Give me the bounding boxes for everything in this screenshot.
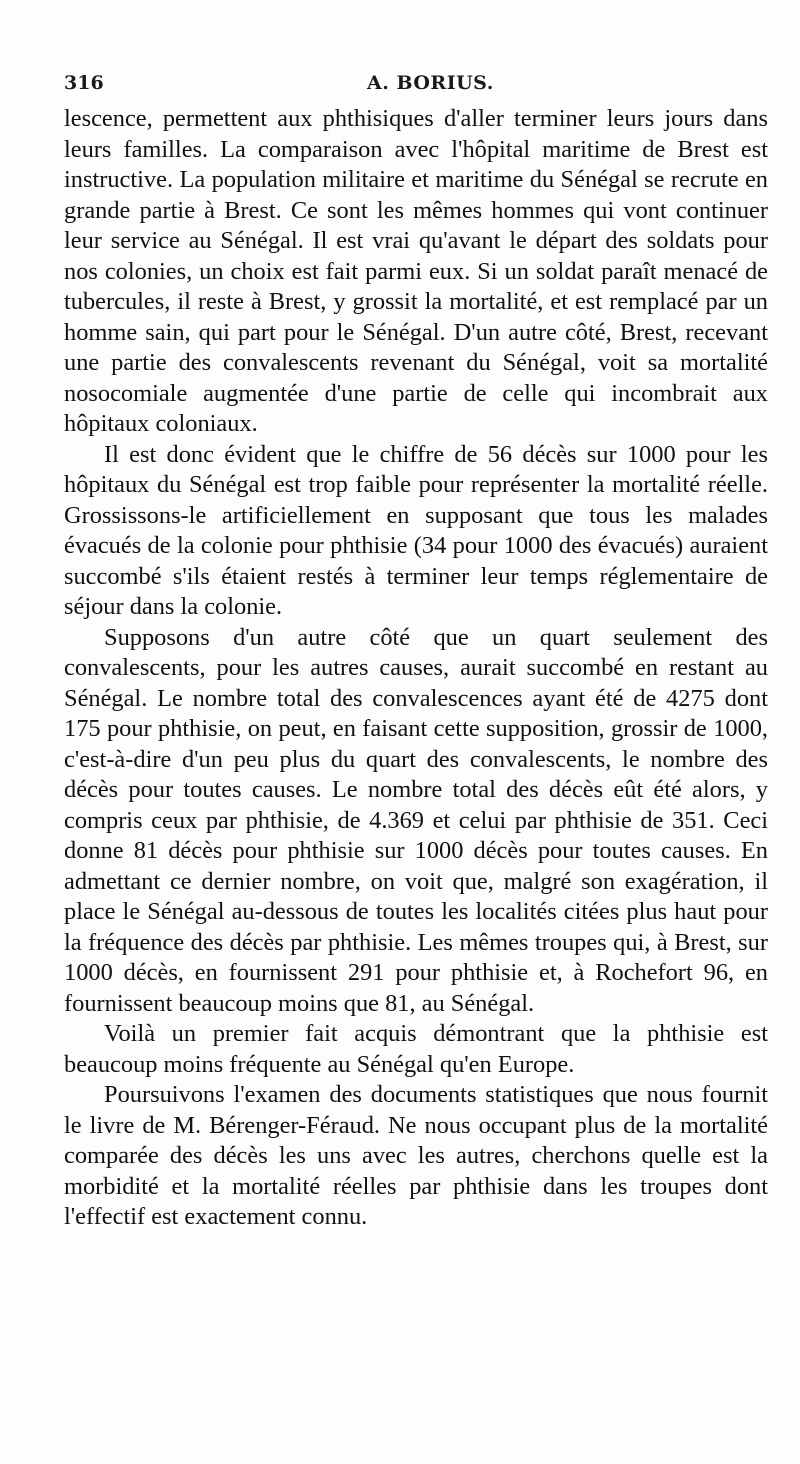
running-head: A. BORIUS. — [367, 72, 494, 94]
body-text — [64, 104, 768, 1233]
paragraph: Il est donc évident que le chiffre de 56 décès sur 1000 pour les hôpitaux du Sénégal est trop faible pour représenter la mortalité réelle. Grossissons-le artificiellement en supposant que tous les malades évacués de la colonie pour phthisie (34 pour 1000 des évacués) auraient succombé s'ils étaient restés à terminer leur temps réglementaire de séjour dans la colonie. — [64, 440, 768, 620]
paragraph-continued: lescence, permettent aux phthisiques d'aller terminer leurs jours dans leurs familles. La comparaison avec l'hôpital maritime de Brest est instructive. La population militaire et maritime du Sénégal se recrute en grande partie à Brest. Ce sont les mêmes hommes qui vont continuer leur service au Sénégal. Il est vrai qu'avant le départ des soldats pour nos colonies, un choix est fait parmi eux. Si un soldat paraît menacé de tubercules, il reste à Brest, y grossit la mortalité, et est remplacé par un homme sain, qui part pour le Sénégal. D'un autre côté, Brest, recevant une partie des convalescents revenant du Sénégal, voit sa mortalité nosocomiale augmentée d'une partie de celle qui incombrait aux hôpitaux coloniaux. — [64, 105, 768, 437]
paragraph: Voilà un premier fait acquis démontrant que la phthisie est beaucoup moins fréquente au Sénégal qu'en Europe. — [64, 1020, 768, 1078]
paragraph: Supposons d'un autre côté que un quart seulement des convalescents, pour les autres causes, aurait succombé en restant au Sénégal. Le nombre total des convalescences ayant été de 4275 dont 175 pour phthisie, on peut, en faisant cette supposition, grossir de 1000, c'est-à-dire d'un peu plus du quart des convalescents, le nombre des décès pour toutes causes. Le nombre total des décès eût été alors, y compris ceux par phthisie, de 4.369 et celui par phthisie de 351. Ceci donne 81 décès pour phthisie sur 1000 décès pour toutes causes. En admettant ce dernier nombre, on voit que, malgré son exagération, il place le Sénégal au-dessous de toutes les localités citées plus haut pour la fréquence des décès par phthisie. Les mêmes troupes qui, à Brest, sur 1000 décès, en fournissent 291 pour phthisie et, à Rochefort 96, en fournissent beaucoup moins que 81, au Sénégal. — [64, 623, 768, 1017]
paragraph: Poursuivons l'examen des documents statistiques que nous fournit le livre de M. Bérenger-Féraud. Ne nous occupant plus de la mortalité comparée des décès les uns avec les autres, cherchons quelle est la morbidité et la mortalité réelles par phthisie dans les troupes dont l'effectif est exactement connu. — [64, 1081, 768, 1230]
page-number: 316 — [64, 72, 104, 94]
page-header — [64, 72, 768, 102]
